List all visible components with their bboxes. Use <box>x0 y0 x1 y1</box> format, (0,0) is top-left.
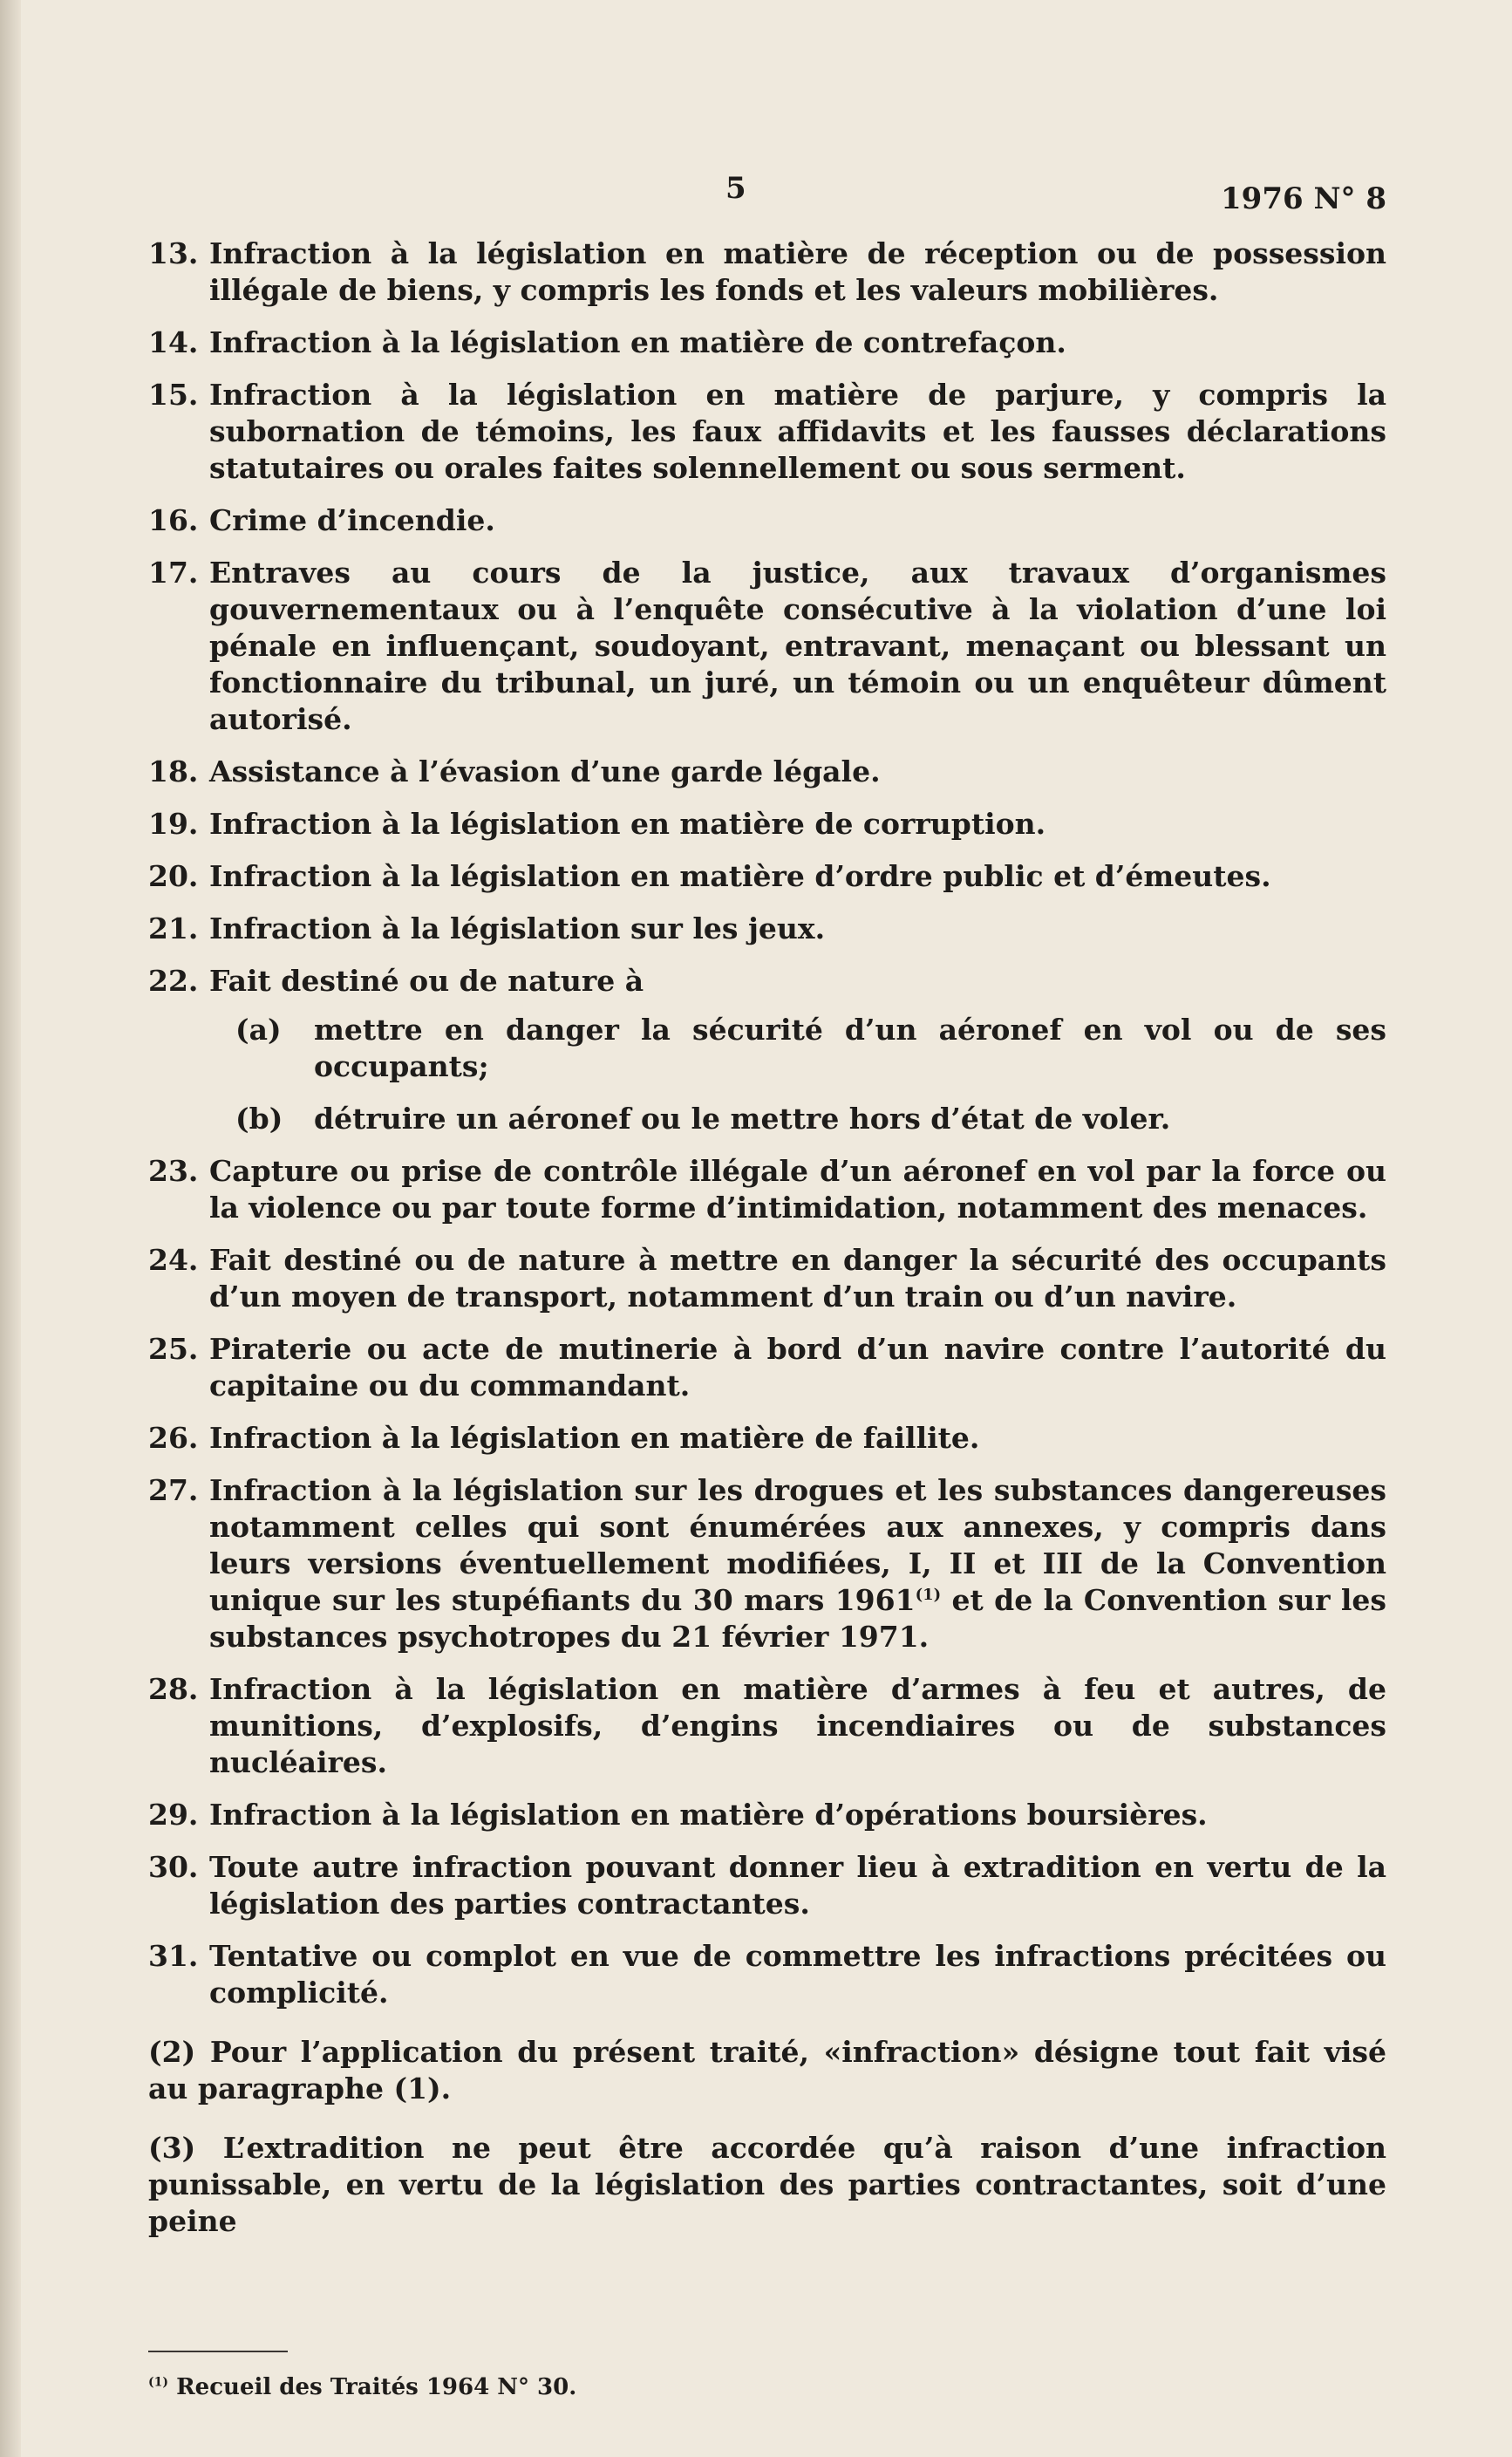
item-text: Infraction à la législation en matière de corruption. <box>209 807 1046 841</box>
footnote-text: Recueil des Traités 1964 N° 30. <box>176 2374 577 2400</box>
list-item <box>148 1849 1386 1922</box>
paragraph-text: Pour l’application du présent traité, «infraction» désigne tout fait visé au paragraphe (1). <box>148 2035 1386 2106</box>
list-item <box>148 1671 1386 1781</box>
item-number: 29. <box>148 1798 199 1832</box>
item-text: Infraction à la législation sur les drogues et les substances dangereuses notamment celles qui sont énumérées aux annexes, y compris dans leurs versions éventuellement modifiées, I, II et III de la Convention unique sur les stupéfiants du 30 mars 1961 <box>209 1473 1386 1617</box>
item-text: Assistance à l’évasion d’une garde légale. <box>209 754 881 788</box>
item-number: 23. <box>148 1154 199 1188</box>
item-number: 21. <box>148 911 199 945</box>
item-number: 28. <box>148 1672 199 1706</box>
sub-item <box>209 1012 1386 1085</box>
item-text: Infraction à la législation en matière de parjure, y compris la subornation de témoins, les faux affidavits et les fausses déclarations statutaires ou orales faites solennellement ou sous serment. <box>209 378 1386 485</box>
item-text: Infraction à la législation en matière de contrefaçon. <box>209 325 1066 359</box>
item-number: 27. <box>148 1473 199 1507</box>
paragraph-number: (2) <box>148 2035 196 2069</box>
list-item <box>148 555 1386 738</box>
item-text-continued: et de la Convention sur les substances psychotropes du 21 février 1971. <box>209 1583 1386 1654</box>
item-number: 14. <box>148 325 199 359</box>
item-number: 19. <box>148 807 199 841</box>
list-item <box>148 1242 1386 1315</box>
item-number: 31. <box>148 1939 199 1973</box>
list-item <box>148 324 1386 361</box>
item-text: Infraction à la législation en matière de réception ou de possession illégale de biens, y compris les fonds et les valeurs mobilières. <box>209 236 1386 307</box>
item-text: Piraterie ou acte de mutinerie à bord d’un navire contre l’autorité du capitaine ou du commandant. <box>209 1332 1386 1403</box>
sub-item-label: (a) <box>235 1013 282 1047</box>
item-number: 20. <box>148 859 199 893</box>
item-text: Infraction à la législation en matière d’opérations boursières. <box>209 1798 1208 1832</box>
footnote <box>148 2374 576 2400</box>
item-text: Toute autre infraction pouvant donner lieu à extradition en vertu de la législation des parties contractantes. <box>209 1850 1386 1921</box>
paragraph <box>148 2130 1386 2240</box>
list-item <box>148 806 1386 843</box>
list-item <box>148 963 1386 1000</box>
offence-list <box>148 235 1386 2240</box>
footnote-reference: (1) <box>915 1586 942 1604</box>
item-number: 18. <box>148 754 199 788</box>
list-item <box>148 1420 1386 1457</box>
page-number: 5 <box>725 171 746 206</box>
paragraph <box>148 2034 1386 2107</box>
item-number: 13. <box>148 236 199 270</box>
item-text: Fait destiné ou de nature à mettre en danger la sécurité des occupants d’un moyen de transport, notamment d’un train ou d’un navire. <box>209 1243 1386 1314</box>
item-number: 16. <box>148 503 199 537</box>
list-item <box>148 1331 1386 1404</box>
item-number: 26. <box>148 1421 199 1455</box>
list-item <box>148 502 1386 539</box>
item-text: Infraction à la législation en matière de faillite. <box>209 1421 980 1455</box>
item-text: Tentative ou complot en vue de commettre les infractions précitées ou complicité. <box>209 1939 1386 2010</box>
item-number: 17. <box>148 556 199 590</box>
list-item <box>148 858 1386 895</box>
item-number: 30. <box>148 1850 199 1884</box>
paragraph-text: L’extradition ne peut être accordée qu’à raison d’une infraction punissable, en vertu de la législation des parties contractantes, soit d’une peine <box>148 2131 1386 2238</box>
list-item <box>148 1797 1386 1833</box>
list-item <box>148 377 1386 487</box>
item-number: 22. <box>148 964 199 998</box>
item-text: Capture ou prise de contrôle illégale d’un aéronef en vol par la force ou la violence ou par toute forme d’intimidation, notamment des menaces. <box>209 1154 1386 1225</box>
list-item <box>148 754 1386 790</box>
document-reference: 1976 N° 8 <box>1221 181 1387 216</box>
footnote-divider <box>148 2351 288 2352</box>
item-text: Fait destiné ou de nature à <box>209 964 644 998</box>
list-item <box>148 911 1386 947</box>
sub-item <box>209 1101 1386 1137</box>
item-text: Infraction à la législation en matière d’armes à feu et autres, de munitions, d’explosifs, d’engins incendiaires ou de substances nucléaires. <box>209 1672 1386 1779</box>
sub-item-label: (b) <box>235 1102 283 1136</box>
item-number: 24. <box>148 1243 199 1277</box>
list-item <box>148 235 1386 309</box>
paragraph-number: (3) <box>148 2131 196 2165</box>
footnote-mark: (1) <box>148 2375 168 2390</box>
item-text: Infraction à la législation en matière d’ordre public et d’émeutes. <box>209 859 1271 893</box>
sub-item-text: détruire un aéronef ou le mettre hors d’état de voler. <box>314 1102 1171 1136</box>
list-item <box>148 1153 1386 1226</box>
item-number: 15. <box>148 378 199 412</box>
list-item <box>148 1938 1386 2011</box>
sub-item-text: mettre en danger la sécurité d’un aéronef en vol ou de ses occupants; <box>314 1013 1386 1083</box>
item-text: Infraction à la législation sur les jeux. <box>209 911 826 945</box>
item-text: Crime d’incendie. <box>209 503 495 537</box>
list-item <box>148 1472 1386 1655</box>
item-text: Entraves au cours de la justice, aux travaux d’organismes gouvernementaux ou à l’enquête consécutive à la violation d’une loi pénale en influençant, soudoyant, entravant, menaçant ou blessant un fonctionnaire du tribunal, un juré, un témoin ou un enquêteur dûment autorisé. <box>209 556 1386 736</box>
item-number: 25. <box>148 1332 199 1366</box>
